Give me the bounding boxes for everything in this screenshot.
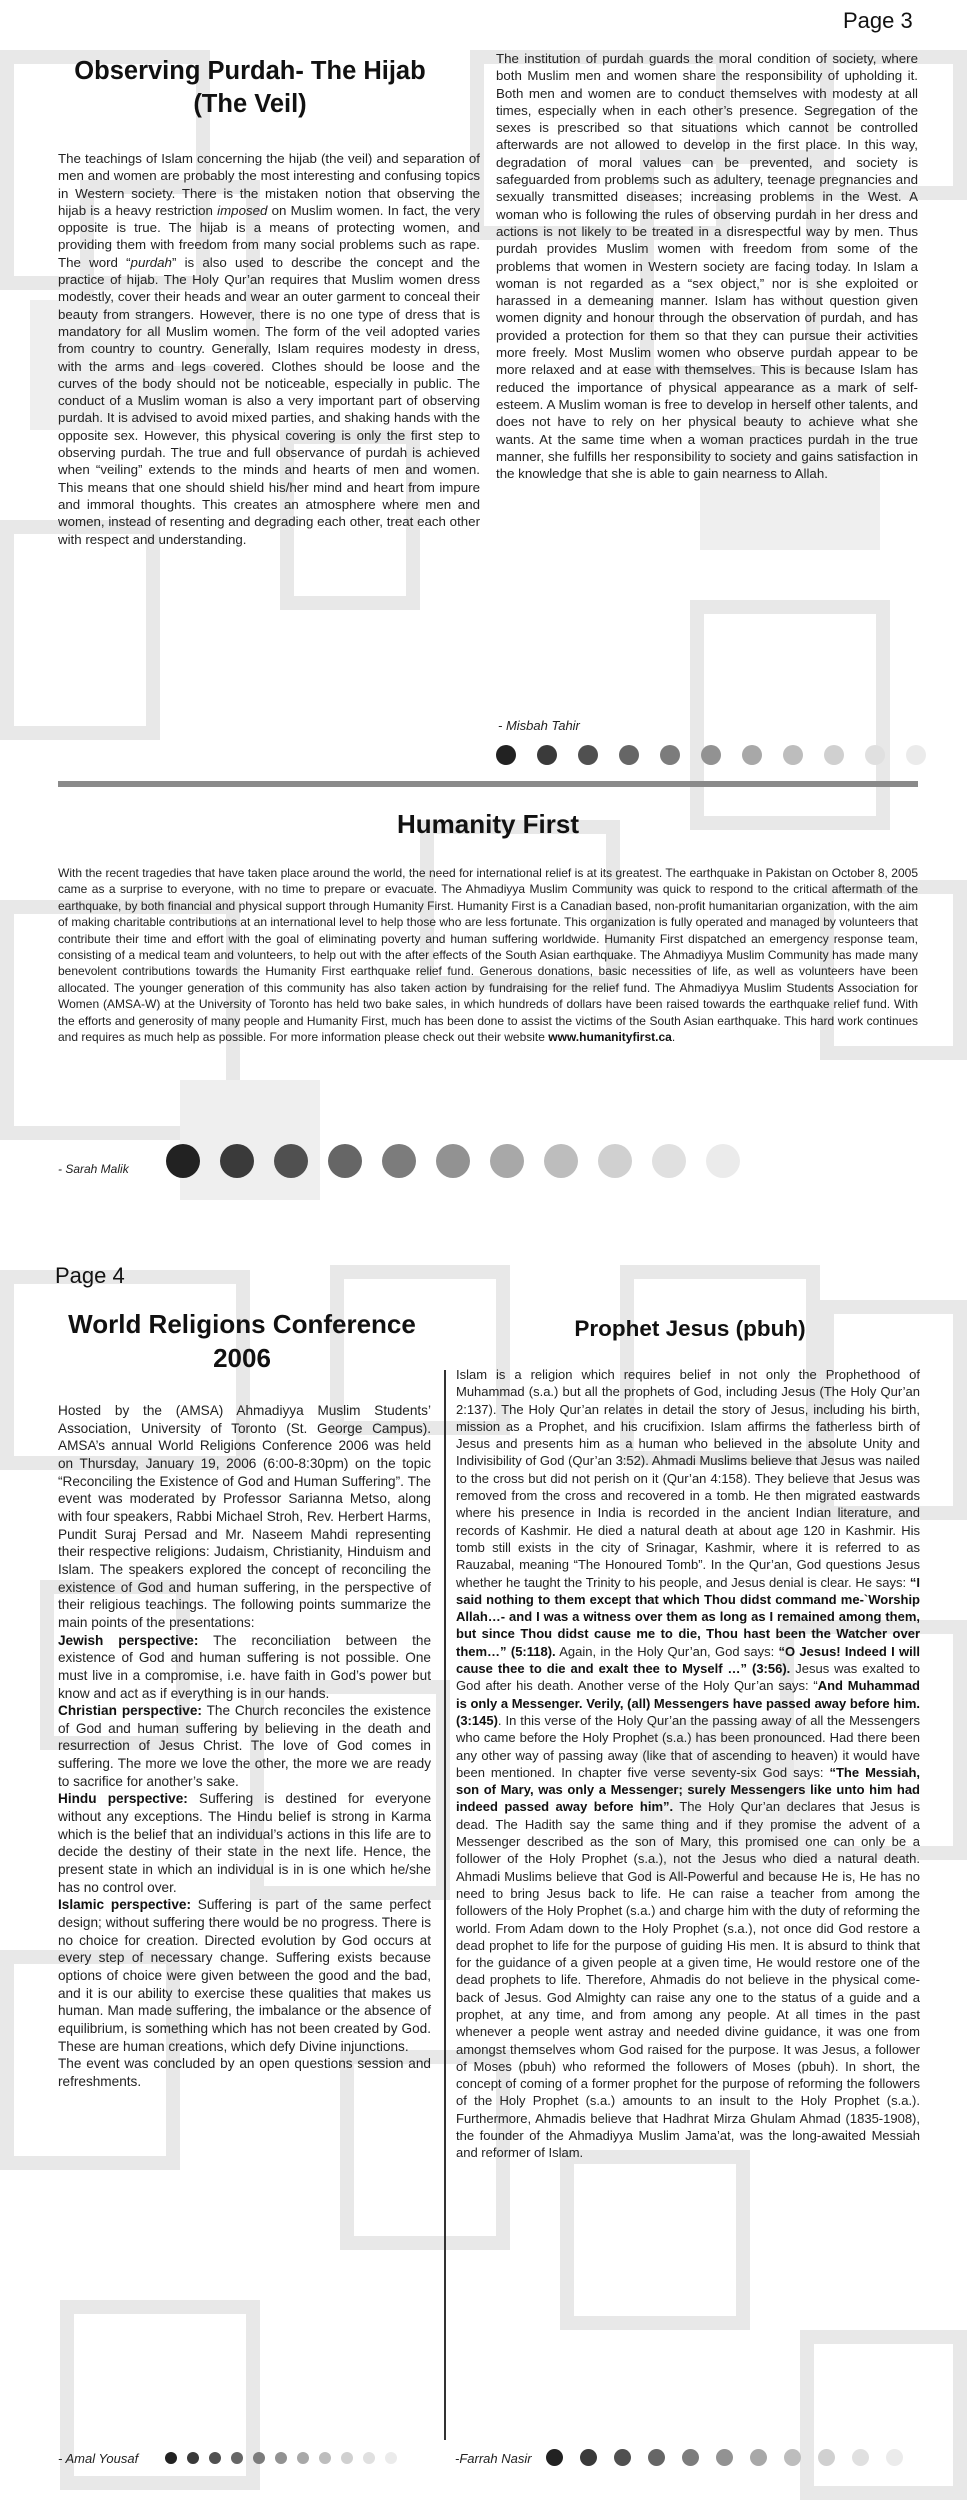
decorative-dot bbox=[706, 1144, 740, 1178]
decorative-dot bbox=[436, 1144, 470, 1178]
decorative-dot bbox=[619, 745, 639, 765]
jesus-title: Prophet Jesus (pbuh) bbox=[574, 1316, 806, 1341]
decorative-dot bbox=[546, 2449, 563, 2466]
decorative-dot bbox=[537, 745, 557, 765]
decorative-dot bbox=[824, 745, 844, 765]
column-divider bbox=[444, 1370, 446, 2440]
jesus-author: -Farrah Nasir bbox=[455, 2451, 532, 2466]
decorative-dot bbox=[319, 2452, 331, 2464]
decorative-dot bbox=[209, 2452, 221, 2464]
decorative-dot bbox=[742, 745, 762, 765]
hijab-column-1: The teachings of Islam concerning the hijab (the veil) and separation of men and women are probably the most interesting and confusing topics in Western society. There is the mistaken notion that observing the hijab is a heavy restriction imposed on Muslim women. In fact, the very opposite is true. The hijab is a means of protecting women, and providing them with freedom from many social problems such as rape. The word “purdah” is also used to describe the concept and the practice of hijab. The Holy Qur’an requires that Muslim women dress modestly, cover their heads and wear an outer garment to conceal their beauty from strangers. However, there is no one type of dress that is mandatory for all Muslim women. The form of the veil adopted varies from country to country. Generally, Islam requires modesty in dress, with the arms and legs covered. Clothes should be loose and the curves of the body should not be noticeable, especially in public. The conduct of a Muslim woman is also a very important part of observing purdah. It is advised to avoid mixed parties, and shaking hands with the opposite sex. However, this physical covering is only the first step to observing purdah. The true and full observance of purdah is achieved when “veiling” extends to the minds and hearts of men and women. This means that one should shield his/her mind and heart from impure and immoral thoughts. This creates an atmosphere where men and women, instead of resenting and degrading each other, treat each other with respect and understanding. bbox=[58, 151, 481, 547]
decorative-dot bbox=[701, 745, 721, 765]
page-number: Page 3 bbox=[843, 8, 913, 33]
decorative-dot bbox=[614, 2449, 631, 2466]
decorative-dot bbox=[598, 1144, 632, 1178]
decorative-dot bbox=[852, 2449, 869, 2466]
hijab-author: - Misbah Tahir bbox=[498, 718, 580, 733]
decorative-dot bbox=[166, 1144, 200, 1178]
decorative-dot bbox=[660, 745, 680, 765]
decorative-dot bbox=[906, 745, 926, 765]
decorative-dot bbox=[274, 1144, 308, 1178]
decorative-dot bbox=[253, 2452, 265, 2464]
decorative-dot bbox=[165, 2452, 177, 2464]
decorative-dot bbox=[716, 2449, 733, 2466]
decorative-dot bbox=[496, 745, 516, 765]
humanity-author: - Sarah Malik bbox=[58, 1162, 129, 1176]
decorative-dot bbox=[328, 1144, 362, 1178]
decorative-dot bbox=[220, 1144, 254, 1178]
decorative-dot bbox=[382, 1144, 416, 1178]
decorative-dot bbox=[580, 2449, 597, 2466]
humanity-body: With the recent tragedies that have taken place around the world, the need for international relief is at its greatest. The earthquake in Pakistan on October 8, 2005 came as a surprise to everyone, with no time to prepare or evacuate. The Ahmadiyya Muslim Community was quick to respond to the critical aftermath of the earthquake, by both financial and physical support through Humanity First. Humanity First is a Canadian based, non-profit humanitarian organization, with the aim of making charitable contributions at an international level to help those who are less fortunate. This organization is fully operated and managed by volunteers that contribute their time and effort with the goal of eliminating poverty and human suffering worldwide. Humanity First dispatched an emergency response team, consisting of a medical team and volunteers, to help out with the after effects of the South Asian earthquake. The Ahmadiyya Muslim Community has made many benevolent contributions towards the Humanity First earthquake relief fund. Generous donations, basic necessities of life, as well as volunteers have been allocated. The younger generation of this community has also taken action by fundraising for the relief fund. The Ahmadiyya Muslim Students Association for Women (AMSA-W) at the University of Toronto has held two bake sales, in which hundreds of dollars have been raised towards the earthquake relief fund. With the efforts and generosity of many people and Humanity First, much has been done to assist the victims of the South Asian earthquake. This hard work continues and requires as much help as possible. For more information please check out their website www.humanityfirst.ca. bbox=[58, 866, 918, 1045]
decorative-dot bbox=[886, 2449, 903, 2466]
conference-title: World Religions Conference 2006 bbox=[68, 1309, 416, 1373]
decorative-dot bbox=[297, 2452, 309, 2464]
decorative-dot bbox=[682, 2449, 699, 2466]
hijab-dots bbox=[496, 745, 947, 765]
decorative-dot bbox=[275, 2452, 287, 2464]
humanity-dots bbox=[166, 1144, 760, 1178]
decorative-dot bbox=[648, 2449, 665, 2466]
decorative-dot bbox=[865, 745, 885, 765]
hijab-title: Observing Purdah- The Hijab (The Veil) bbox=[74, 57, 426, 119]
decorative-dot bbox=[341, 2452, 353, 2464]
decorative-dot bbox=[652, 1144, 686, 1178]
humanity-title: Humanity First bbox=[396, 809, 580, 839]
decorative-dot bbox=[544, 1144, 578, 1178]
decorative-dot bbox=[818, 2449, 835, 2466]
decorative-dot bbox=[750, 2449, 767, 2466]
decorative-dot bbox=[187, 2452, 199, 2464]
decorative-dot bbox=[385, 2452, 397, 2464]
decorative-dot bbox=[231, 2452, 243, 2464]
decorative-dot bbox=[363, 2452, 375, 2464]
conference-author: - Amal Yousaf bbox=[58, 2451, 139, 2466]
conference-body: Hosted by the (AMSA) Ahmadiyya Muslim Students’ Association, University of Toronto (St. George Campus). AMSA’s annual World Religions Conference 2006 was held on Thursday, January 19, 2006 (6:00-8:30pm) on the topic “Reconciling the Existence of God and Human Suffering”. The event was moderated by Professor Sarianna Metso, along with four speakers, Rabbi Michael Stroh, Rev. Herbert Harms, Pundit Suraj Persad and Mr. Naseem Mahdi representing their respective religions: Judaism, Christianity, Hinduism and Islam. The speakers explored the concept of reconciling the existence of God and human suffering, in the perspective of their religious teachings. The following points summarize the main points of the presentations: Jewish perspective: The reconciliation between the existence of God and human suffering is not possible. One must live in a compromise, i.e. have faith in God’s power but know and act as if everything is in our hands. Christian perspective: The Church reconciles the existence of God and human suffering by believing in the death and resurrection of Jesus Christ. The love of God comes in suffering. The more we love the other, the more we are ready to sacrifice for another’s sake. Hindu perspective: Suffering is destined for everyone without any exceptions. The Hindu belief is strong in Karma which is the belief that an individual’s actions in this life are to decide the destiny of their state in the next life. Hence, the present state in which an individual is in is one which he/she has no control over. Islamic perspective: Suffering is part of the same perfect design; without suffering there would be no progress. There is no choice for creation. Directed evolution by God occurs at every step of necessary change. Suffering exists because options of choice were given between the good and the bad, and it is our ability to exercise these qualities that makes us human. Man made suffering, the imbalance or the absence of equilibrium, is something which has not been created by God. These are human creations, which defy Divine injunctions. The event was concluded by an open questions session and refreshments. bbox=[58, 1403, 432, 2089]
decorative-dot bbox=[783, 745, 803, 765]
decorative-dot bbox=[578, 745, 598, 765]
decorative-dot bbox=[490, 1144, 524, 1178]
humanity-website-link[interactable]: www.humanityfirst.ca bbox=[548, 1030, 672, 1045]
jesus-dots bbox=[546, 2449, 920, 2466]
section-divider bbox=[58, 781, 918, 787]
jesus-body: Islam is a religion which requires belief in not only the Prophethood of Muhammad (s.a.) but all the prophets of God, including Jesus (The Holy Qur’an 2:137). The Holy Qur’an relates in detail the story of Jesus, including his birth, mission as a Prophet, and his crucifixion. Islam affirms the fatherless birth of Jesus and presents him as a human who believed in the absolute Unity and Indivisibility of God (Qur’an 3:52). Ahmadi Muslims believe that Jesus was nailed to the cross but did not perish on it (Qur’an 4:158). They believe that Jesus was removed from the cross and recovered in a tomb. He then migrated eastwards where his presence in India is recorded in the ancient Indian literature, and records of Kashmir. He died a natural death at about age 120 in Kashmir. His tomb still exists in the city of Srinagar, Kashmir, where it is referred to as Rauzabal, meaning “The Honoured Tomb”. In the Qur’an, God questions Jesus whether he taught the Trinity to his people, and Jesus denial is clear. He says: “I said nothing to them except that which Thou didst command me-`Worship Allah…- and I was a witness over them as long as I remained among them, but since Thou didst cause me to die, Thou hast been the Watcher over them…” (5:118). Again, in the Holy Qur’an, God says: “O Jesus! Indeed I will cause thee to die and exalt thee to Myself …” (3:56). Jesus was exalted to God after his death. Another verse of the Holy Qur’an says: “And Muhammad is only a Messenger. Verily, (all) Messengers have passed away before him. (3:145). In this verse of the Holy Qur’an the passing away of all the Messengers who came before the Holy Prophet (s.a.) has been pronounced. Had there been any other way of passing away (like that of ascending to heaven) it would have been mentioned. In chapter five verse seventy-six God says: “The Messiah, son of Mary, was only a Messenger; surely Messengers like unto him had indeed passed away before him”. The Holy Qur’an declares that Jesus is dead. The Hadith say the same thing and if they promise the advent of a Messenger described as the son of Mary, this promised one can only be a follower of the Holy Prophet (s.a.), not the Jesus who died a natural death. Ahmadi Muslims believe that God is All-Powerful and because He is, He has no need to bring Jesus back to life. He can raise a teacher from among the followers of the Holy Prophet (s.a.) and charge him with the duty of reforming the world. From Adam down to the Holy Prophet (s.a.), not once did God restore a dead prophet to life for the purpose of guiding His men. It is absurd to think that for the guidance of a given people at a given time, He would restore one of the dead prophets to life. Therefore, Ahmadis do not believe in the physical come-back of Jesus. God Almighty can raise any one to the status of a guide and a prophet, at any time, and from among any people. At all times in the past whenever a people went astray and needed divine guidance, it was one from amongst themselves whom God raised for the purpose. It was Jesus, a follower of Moses (pbuh) who reformed the followers of Moses (pbuh). In short, the concept of coming of a former prophet for the purpose of reforming the followers of the Holy Prophet (s.a.) amounts to an insult to the Holy Prophet (s.a.). Furthermore, Ahmadis believe that Hadhrat Mirza Ghulam Ahmad (1835-1908), the founder of the Ahmadiyya Muslim Jama’at, was the long-awaited Messiah and reformer of Islam. bbox=[456, 1367, 921, 2161]
conference-dots bbox=[165, 2452, 407, 2464]
decorative-dot bbox=[784, 2449, 801, 2466]
page-number: Page 4 bbox=[55, 1263, 125, 1288]
hijab-column-2: The institution of purdah guards the moral condition of society, where both Muslim men and women share the responsibility of upholding it. Both men and women are to conduct themselves with modesty at all times, especially when in each other’s presence. Segregation of the sexes is prescribed so that situations which cannot be controlled afterwards are not allowed to develop in the first place. In this way, degradation of moral values can be prevented, and society is safeguarded from problems such as adultery, teenage pregnancies and sexually transmitted diseases; increasing problems in the West. A woman who is following the rules of observing purdah in her dress and actions is not likely to be treated in a disrespectful way by men. Thus purdah provides Muslim women with freedom from some of the problems that women in Western society are facing today. In Islam a woman is not regarded as a “sex object,” nor is she exploited or harassed in a demeaning manner. Islam has without question given women dignity and honour through the observation of purdah, and has provided a protection for them so that they can pursue their activities more freely. Most Muslim women who observe purdah appear to be more relaxed and at ease with themselves. This is because Islam has reduced the importance of physical appearance as a mark of self-esteem. A Muslim woman is free to develop in herself other talents, and does not have to rely on her physical beauty to achieve what she wants. At the same time when a woman practices purdah in the true manner, she fulfills her responsibility to society and gains satisfaction in the knowledge that she is able to gain nearness to Allah. bbox=[496, 51, 918, 482]
